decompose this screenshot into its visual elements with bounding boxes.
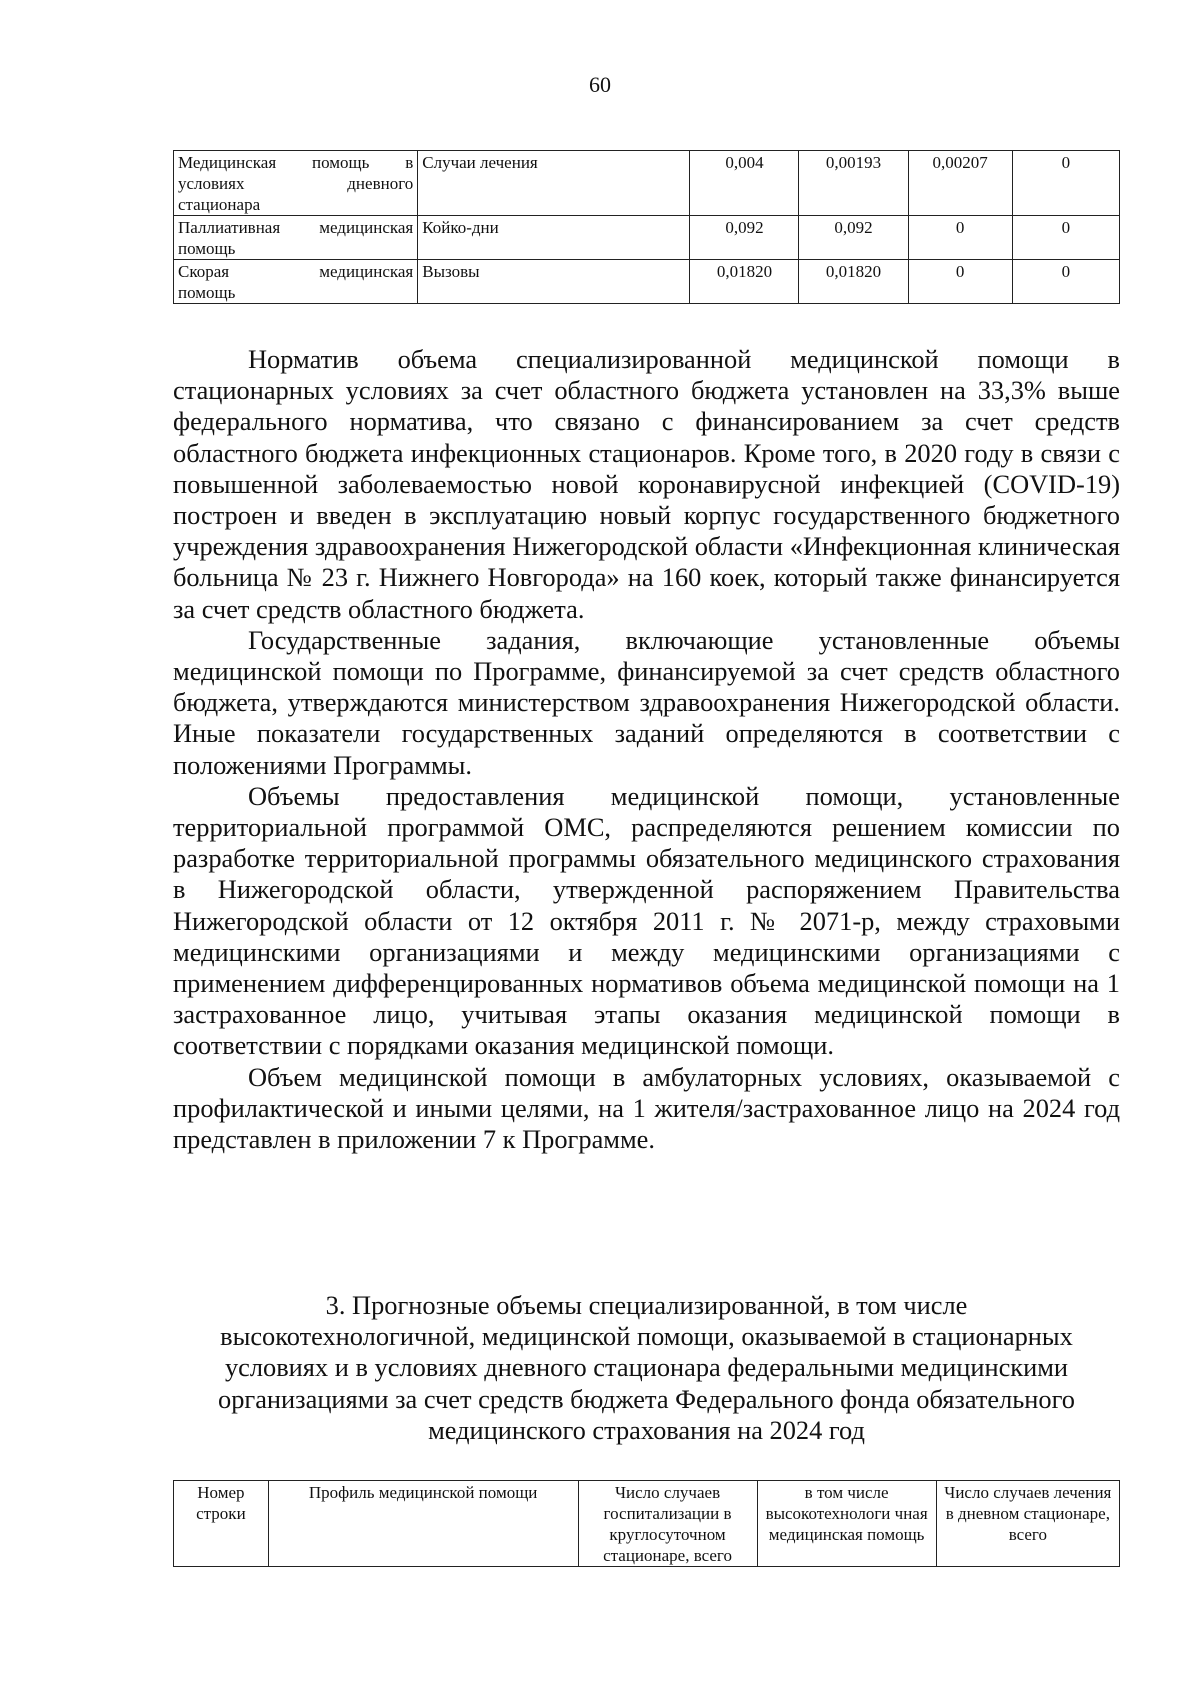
paragraph: Норматив объема специализированной медицинской помощи в стационарных условиях за счет областного бюджета установлен на 33,3% выше федерального норматива, что связано с финансированием за счет средств областного бюджета инфекционных стационаров. Кроме того, в 2020 году в связи с повышенной заболеваемостью новой коронавирусной инфекцией (COVID-19) построен и введен в эксплуатацию новый корпус государственного бюджетного учреждения здравоохранения Нижегородской области «Инфекционная клиническая больница № 23 г. Нижнего Новгорода» на 160 коек, который также финансируется за счет средств областного бюджета. [173, 344, 1120, 624]
table-cell: 0,01820 [799, 260, 908, 304]
heading-line: 3. Прогнозные объемы специализированной, в том числе [325, 1290, 968, 1320]
page-number: 60 [589, 72, 611, 97]
column-header: Профиль медицинской помощи [268, 1481, 578, 1567]
table-cell: Вызовы [418, 260, 690, 304]
table-cell: 0 [1012, 216, 1119, 260]
column-header: Номер строки [174, 1481, 269, 1567]
heading-line: организациями за счет средств бюджета Федерального фонда обязательного [218, 1383, 1075, 1414]
table-header-row [174, 1481, 1120, 1567]
column-header: Число случаев госпитализации в круглосуточном стационаре, всего [578, 1481, 757, 1567]
table-cell: 0,004 [690, 151, 799, 216]
table-cell: 0 [1012, 260, 1119, 304]
paragraph: Объем медицинской помощи в амбулаторных условиях, оказываемой с профилактической и иными целями, на 1 жителя/застрахованное лицо на 2024 год представлен в приложении 7 к Программе. [173, 1061, 1120, 1155]
table-cell: 0 [1012, 151, 1119, 216]
table-cell: 0,01820 [690, 260, 799, 304]
table-cell: Медицинская помощь в условиях дневного стационара [174, 151, 418, 216]
column-header: Число случаев лечения в дневном стационаре, всего [936, 1481, 1119, 1567]
heading-line: высокотехнологичной, медицинской помощи, оказываемой в стационарных [220, 1321, 1073, 1352]
table-row [174, 216, 1120, 260]
body-text [173, 344, 1120, 1155]
table-cell: 0,00193 [799, 151, 908, 216]
federal-volumes-table [173, 1480, 1120, 1567]
column-header: в том числе высокотехнологи чная медицинская помощь [757, 1481, 936, 1567]
heading-line: условиях и в условиях дневного стационара федеральными медицинскими [224, 1352, 1069, 1383]
table-cell: Случаи лечения [418, 151, 690, 216]
table-row [174, 151, 1120, 216]
table-cell: 0,00207 [908, 151, 1012, 216]
table-row [174, 260, 1120, 304]
table-cell: 0 [908, 216, 1012, 260]
table-cell: 0 [908, 260, 1012, 304]
paragraph: Государственные задания, включающие установленные объемы медицинской помощи по Программе, финансируемой за счет средств областного бюджета, утверждаются министерством здравоохранения Нижегородской области. Иные показатели государственных заданий определяются в соответствии с положениями Программы. [173, 624, 1120, 780]
paragraph: Объемы предоставления медицинской помощи, установленные территориальной программой ОМС, распределяются решением комиссии по разработке территориальной программы обязательного медицинского страхования в Нижегородской области, утвержденной распоряжением Правительства Нижегородской области от 12 октября 2011 г. № 2071-р, между страховыми медицинскими организациями и между медицинскими организациями с применением дифференцированных нормативов объема медицинской помощи на 1 застрахованное лицо, учитывая этапы оказания медицинской помощи в соответствии с порядками оказания медицинской помощи. [173, 780, 1120, 1061]
table-cell: 0,092 [690, 216, 799, 260]
normatives-table [173, 150, 1120, 304]
section-heading [173, 1290, 1120, 1446]
table-cell: Паллиативная медицинская помощь [174, 216, 418, 260]
heading-line: медицинского страхования на 2024 год [428, 1414, 865, 1445]
table-cell: 0,092 [799, 216, 908, 260]
table-cell: Скорая медицинская помощь [174, 260, 418, 304]
table-cell: Койко-дни [418, 216, 690, 260]
